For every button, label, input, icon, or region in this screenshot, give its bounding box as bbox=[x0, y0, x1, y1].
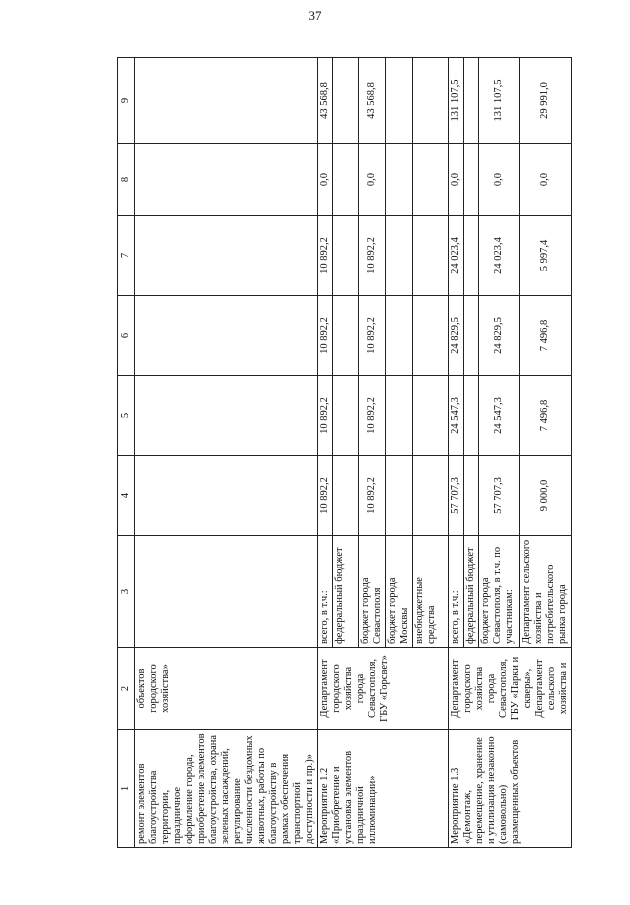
amount-cell bbox=[386, 296, 413, 376]
amount-cell bbox=[464, 456, 479, 536]
amount-cell bbox=[464, 58, 479, 144]
amount-cell bbox=[135, 144, 318, 216]
amount-cell: 0,0 bbox=[479, 144, 519, 216]
amount-cell bbox=[413, 144, 449, 216]
amount-cell: 10 892,2 bbox=[318, 296, 333, 376]
amount-cell bbox=[135, 376, 318, 456]
amount-cell: 0,0 bbox=[449, 144, 464, 216]
header-col-3: 3 bbox=[118, 536, 135, 648]
responsible-executor: Департамент городского хозяйства города Севастополя, ГБУ «Парки и скверы», Департамент сельского хозяйства и bbox=[449, 648, 572, 730]
amount-cell: 24 829,5 bbox=[449, 296, 464, 376]
amount-cell bbox=[333, 296, 359, 376]
amount-cell: 29 991,0 bbox=[519, 58, 571, 144]
amount-cell bbox=[135, 296, 318, 376]
amount-cell: 10 892,2 bbox=[318, 376, 333, 456]
funding-source: Департамент сельского хозяйства и потребительского рынка города bbox=[519, 536, 571, 648]
amount-cell: 24 023,4 bbox=[479, 216, 519, 296]
measure-name: Мероприятие 1.2 «Приобретение и установка элементов праздничной иллюминации» bbox=[318, 730, 449, 848]
funding-source: бюджет города Севастополя, в т.ч. по участникам: bbox=[479, 536, 519, 648]
amount-cell: 10 892,2 bbox=[359, 376, 386, 456]
table-row bbox=[318, 58, 333, 848]
amount-cell bbox=[413, 216, 449, 296]
amount-cell: 43 568,8 bbox=[359, 58, 386, 144]
funding-source: всего, в т.ч.: bbox=[449, 536, 464, 648]
amount-cell bbox=[464, 144, 479, 216]
measure-name: ремонт элементов благоустройства территории, праздничное оформление города, приобретение элементов благоустройства, охрана зеленых насаждений, регулирование численности бездомных животных, работы по благоустройству в рамках обеспечения транспортной доступности и пр.)» bbox=[135, 730, 318, 848]
amount-cell bbox=[333, 456, 359, 536]
amount-cell: 10 892,2 bbox=[359, 456, 386, 536]
amount-cell bbox=[135, 456, 318, 536]
amount-cell bbox=[413, 58, 449, 144]
amount-cell: 24 023,4 bbox=[449, 216, 464, 296]
amount-cell bbox=[413, 376, 449, 456]
amount-cell: 7 496,8 bbox=[519, 296, 571, 376]
amount-cell bbox=[386, 376, 413, 456]
measure-name: Мероприятие 1.3 «Демонтаж, перемещение, хранение и утилизация незаконно (самовольно) размещенных объектов bbox=[449, 730, 572, 848]
header-row bbox=[118, 58, 135, 848]
amount-cell bbox=[333, 376, 359, 456]
header-col-1: 1 bbox=[118, 730, 135, 848]
amount-cell: 43 568,8 bbox=[318, 58, 333, 144]
amount-cell: 57 707,3 bbox=[449, 456, 464, 536]
page-number: 37 bbox=[308, 8, 322, 23]
header-col-9: 9 bbox=[118, 58, 135, 144]
amount-cell: 131 107,5 bbox=[449, 58, 464, 144]
header-col-8: 8 bbox=[118, 144, 135, 216]
amount-cell bbox=[464, 376, 479, 456]
amount-cell bbox=[386, 144, 413, 216]
amount-cell bbox=[464, 296, 479, 376]
funding-source: бюджет города Москвы bbox=[386, 536, 413, 648]
amount-cell bbox=[333, 144, 359, 216]
amount-cell bbox=[386, 456, 413, 536]
amount-cell bbox=[386, 58, 413, 144]
amount-cell: 10 892,2 bbox=[318, 456, 333, 536]
header-col-2: 2 bbox=[118, 648, 135, 730]
funding-source bbox=[135, 536, 318, 648]
amount-cell bbox=[333, 216, 359, 296]
amount-cell: 24 547,3 bbox=[449, 376, 464, 456]
amount-cell: 10 892,2 bbox=[359, 216, 386, 296]
amount-cell: 10 892,2 bbox=[318, 216, 333, 296]
header-col-4: 4 bbox=[118, 456, 135, 536]
rotated-table-sheet bbox=[117, 58, 569, 848]
amount-cell: 7 496,8 bbox=[519, 376, 571, 456]
responsible-executor: Департамент городского хозяйства города Севастополя, ГБУ «Горсвет» bbox=[318, 648, 449, 730]
amount-cell: 57 707,3 bbox=[479, 456, 519, 536]
header-col-5: 5 bbox=[118, 376, 135, 456]
amount-cell: 0,0 bbox=[318, 144, 333, 216]
responsible-executor: объектов городского хозяйства» bbox=[135, 648, 318, 730]
amount-cell: 24 829,5 bbox=[479, 296, 519, 376]
funding-source: всего, в т.ч.: bbox=[318, 536, 333, 648]
budget-table bbox=[117, 57, 572, 848]
header-col-7: 7 bbox=[118, 216, 135, 296]
table-row bbox=[449, 58, 464, 848]
amount-cell bbox=[333, 58, 359, 144]
amount-cell bbox=[413, 296, 449, 376]
amount-cell bbox=[135, 216, 318, 296]
amount-cell: 24 547,3 bbox=[479, 376, 519, 456]
funding-source: внебюджетные средства bbox=[413, 536, 449, 648]
header-col-6: 6 bbox=[118, 296, 135, 376]
amount-cell: 9 000,0 bbox=[519, 456, 571, 536]
amount-cell: 0,0 bbox=[519, 144, 571, 216]
amount-cell bbox=[386, 216, 413, 296]
amount-cell bbox=[464, 216, 479, 296]
amount-cell: 131 107,5 bbox=[479, 58, 519, 144]
funding-source: федеральный бюджет bbox=[333, 536, 359, 648]
amount-cell bbox=[135, 58, 318, 144]
amount-cell bbox=[413, 456, 449, 536]
table-row bbox=[135, 58, 318, 848]
funding-source: федеральный бюджет bbox=[464, 536, 479, 648]
amount-cell: 0,0 bbox=[359, 144, 386, 216]
amount-cell: 10 892,2 bbox=[359, 296, 386, 376]
funding-source: бюджет города Севастополя bbox=[359, 536, 386, 648]
amount-cell: 5 997,4 bbox=[519, 216, 571, 296]
